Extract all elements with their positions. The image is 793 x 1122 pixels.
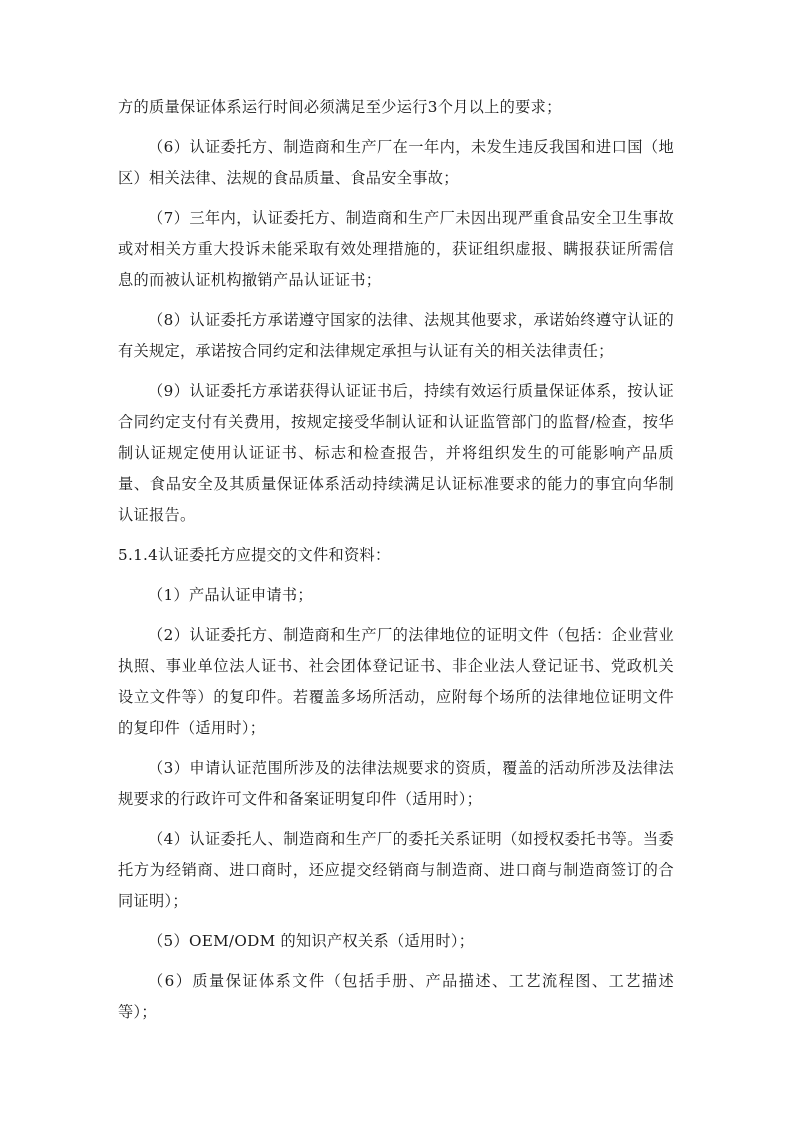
- paragraph-continuation: 方的质量保证体系运行时间必须满足至少运行3个月以上的要求；: [118, 98, 562, 116]
- document-item-2: （2）认证委托方、制造商和生产厂的法律地位的证明文件（包括：企业营业执照、事业单位法人证书、社会团体登记证书、非企业法人登记证书、党政机关设立文件等）的复印件。若覆盖多场所活动，应附每个场所的法律地位证明文件的复印件（适用时）；: [118, 626, 674, 737]
- paragraph-item-9: （9）认证委托方承诺获得认证证书后，持续有效运行质量保证体系，按认证合同约定支付有关费用，按规定接受华制认证和认证监管部门的监督/检查，按华制认证规定使用认证证书、标志和检查报告，并将组织发生的可能影响产品质量、食品安全及其质量保证体系活动持续满足认证标准要求的能力的事宜向华制认证报告。: [118, 382, 674, 524]
- paragraph-item-7: （7）三年内，认证委托方、制造商和生产厂未因出现严重食品安全卫生事故或对相关方重大投诉未能采取有效处理措施的，获证组织虚报、瞒报获证所需信息的而被认证机构撤销产品认证证书；: [118, 209, 674, 289]
- document-body: [118, 92, 674, 1037]
- document-item-1: （1）产品认证申请书；: [148, 586, 313, 604]
- document-item-4: （4）认证委托人、制造商和生产厂的委托关系证明（如授权委托书等。当委托方为经销商、进口商时，还应提交经销商与制造商、进口商与制造商签订的合同证明）；: [118, 830, 674, 910]
- document-item-5: （5）OEM/ODM 的知识产权关系（适用时）；: [148, 932, 475, 950]
- paragraph-item-6: （6）认证委托方、制造商和生产厂在一年内，未发生违反我国和进口国（地区）相关法律、法规的食品质量、食品安全事故；: [118, 138, 674, 187]
- paragraph-item-8: （8）认证委托方承诺遵守国家的法律、法规其他要求，承诺始终遵守认证的有关规定，承诺按合同约定和法律规定承担与认证有关的相关法律责任；: [118, 311, 674, 360]
- document-item-6: （6）质量保证体系文件（包括手册、产品描述、工艺流程图、工艺描述等）；: [118, 972, 674, 1021]
- document-item-3: （3）申请认证范围所涉及的法律法规要求的资质，覆盖的活动所涉及法律法规要求的行政许可文件和备案证明复印件（适用时）；: [118, 759, 674, 808]
- section-heading-5-1-4: 5.1.4认证委托方应提交的文件和资料：: [118, 546, 391, 564]
